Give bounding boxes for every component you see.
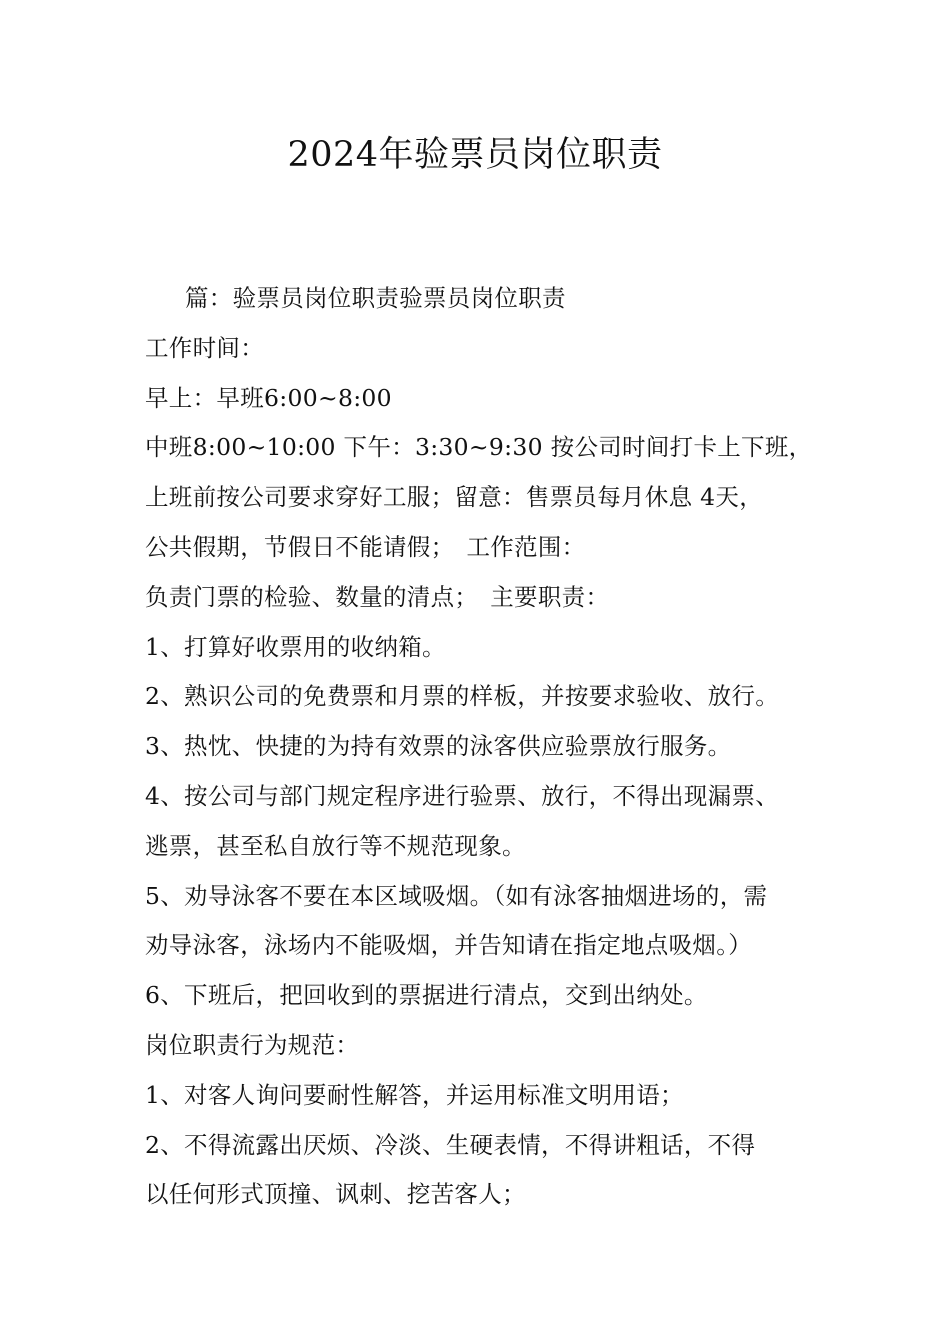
list-item: 6、下班后，把回收到的票据进行清点，交到出纳处。 [145,981,708,1010]
document-title: 2024年验票员岗位职责 [287,135,663,175]
list-item: 1、对客人询问要耐性解答，并运用标准文明用语； [145,1080,684,1109]
paragraph-line: 篇：验票员岗位职责验票员岗位职责 [185,284,566,312]
list-item: 5、劝导泳客不要在本区域吸烟。（如有泳客抽烟进场的，需 [145,881,768,910]
list-item: 1、打算好收票用的收纳箱。 [145,632,446,661]
list-item-continuation: 以任何形式顶撞、讽刺、挖苦客人； [145,1180,526,1209]
list-item: 3、热忱、快捷的为持有效票的泳客供应验票放行服务。 [145,732,732,761]
paragraph-line: 早上：早班6:00~8:00 [145,383,392,412]
list-item: 2、熟识公司的免费票和月票的样板，并按要求验收、放行。 [145,682,780,711]
list-item-continuation: 逃票，甚至私自放行等不规范现象。 [145,831,526,860]
section-heading: 岗位职责行为规范： [145,1030,360,1059]
list-item: 4、按公司与部门规定程序进行验票、放行，不得出现漏票、 [145,781,780,810]
list-item: 2、不得流露出厌烦、冷淡、生硬表情，不得讲粗话，不得 [145,1130,756,1159]
document-body [145,274,825,1220]
paragraph-line: 中班8:00~10:00 下午：3:30~9:30 按公司时间打卡上下班， [145,433,813,462]
paragraph-line: 负责门票的检验、数量的清点； 主要职责： [145,582,610,611]
paragraph-line: 上班前按公司要求穿好工服；留意：售票员每月休息 4天， [145,483,764,512]
paragraph-line: 工作时间： [145,333,264,362]
paragraph-line: 公共假期，节假日不能请假； 工作范围： [145,532,586,561]
list-item-continuation: 劝导泳客，泳场内不能吸烟，并告知请在指定地点吸烟。） [145,931,753,960]
